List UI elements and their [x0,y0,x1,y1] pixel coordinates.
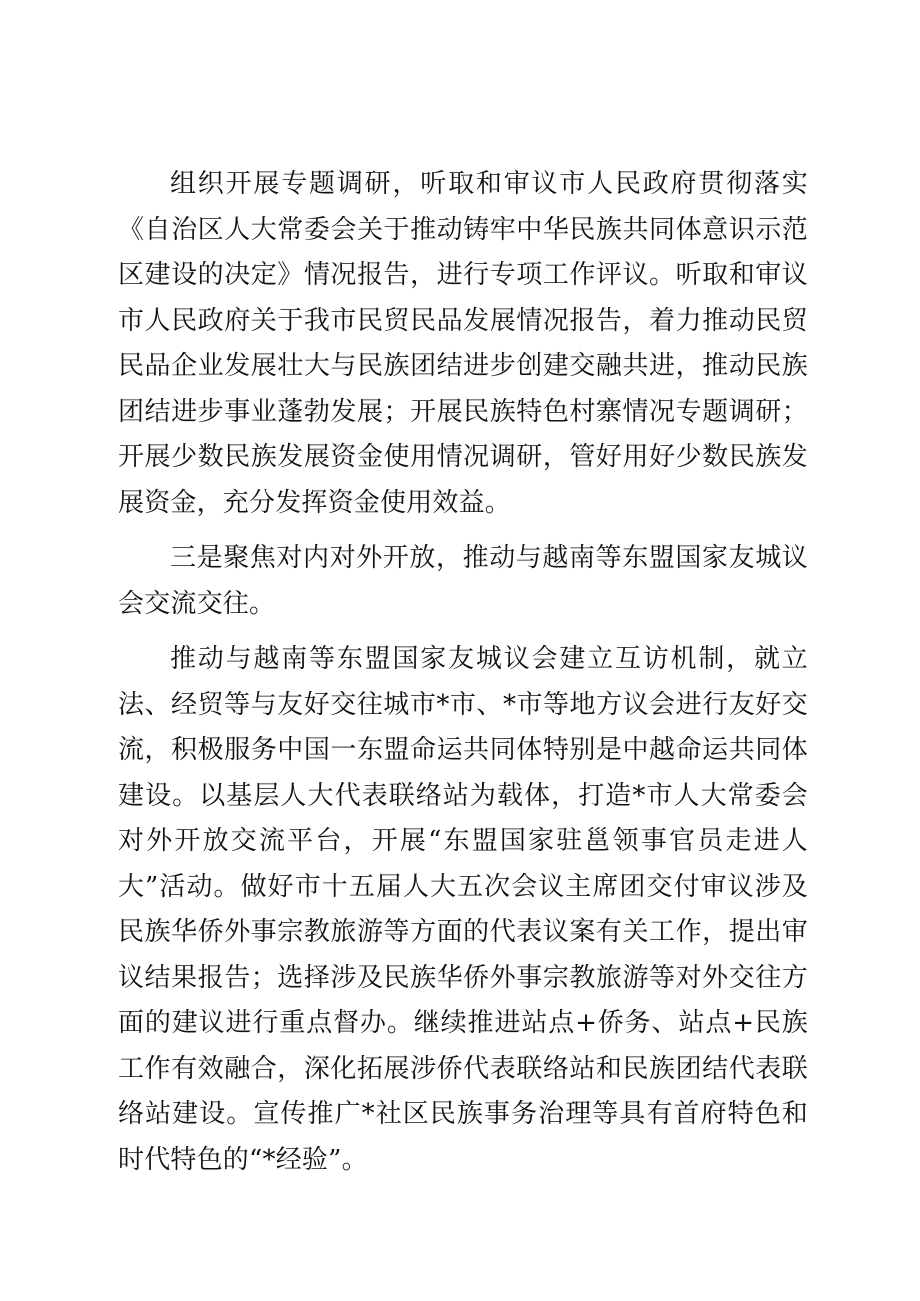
paragraph-special-research: 组织开展专题调研，听取和审议市人民政府贯彻落实《自治区人大常委会关于推动铸牢中华民族共同体意识示范区建设的决定》情况报告，进行专项工作评议。听取和审议市人民政府关于我市民贸民品发展情况报告，着力推动民贸民品企业发展壮大与民族团结进步创建交融共进，推动民族团结进步事业蓬勃发展；开展民族特色村寨情况专题调研；开展少数民族发展资金使用情况调研，管好用好少数民族发展资金，充分发挥资金使用效益。 [118,169,808,518]
document-body [118,162,808,1193]
paragraph-section-heading-opening-up: 三是聚焦对内对外开放，推动与越南等东盟国家友城议会交流交往。 [118,543,808,619]
paragraph-asean-exchange: 推动与越南等东盟国家友城议会建立互访机制，就立法、经贸等与友好交往城市*市、*市等地方议会进行友好交流，积极服务中国一东盟命运共同体特别是中越命运共同体建设。以基层人大代表联络站为载体，打造*市人大常委会对外开放交流平台，开展“东盟国家驻邕领事官员走进人大”活动。做好市十五届人大五次会议主席团交付审议涉及民族华侨外事宗教旅游等方面的代表议案有关工作，提出审议结果报告；选择涉及民族华侨外事宗教旅游等对外交往方面的建议进行重点督办。继续推进站点+侨务、站点+民族工作有效融合，深化拓展涉侨代表联络站和民族团结代表联络站建设。宣传推广*社区民族事务治理等具有首府特色和时代特色的“*经验”。 [118,644,808,1175]
